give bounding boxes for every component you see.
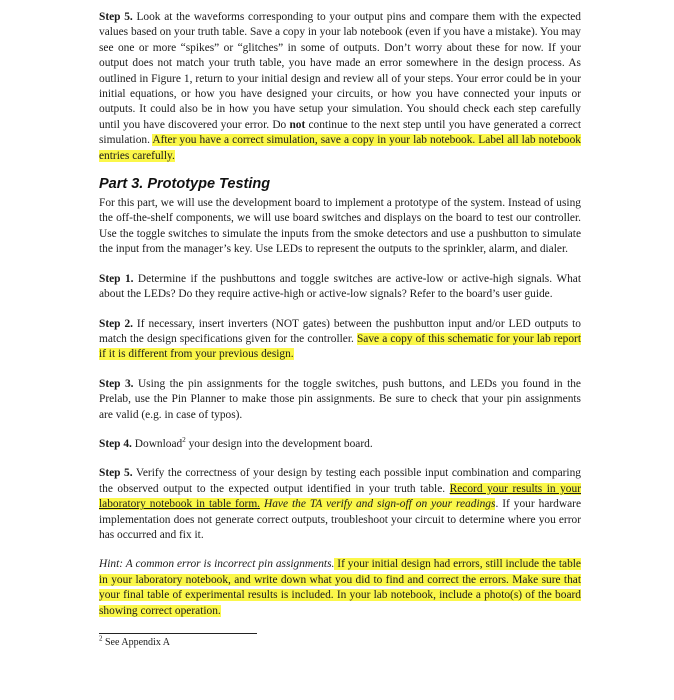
paragraph-text: . If your hardware implementation does not generate correct outputs, troubleshoot your circuit to determine where you error has occurred and fix it. (99, 498, 582, 541)
paragraph-text: Verify the correctness of your design by testing each possible input combination and comparing the observed output to the expected output identified in your truth table. (99, 467, 581, 495)
footnote (99, 634, 581, 649)
emphasis-not: not (289, 118, 306, 131)
highlighted-italic-text: Have the TA verify and sign-off on your readings (260, 498, 496, 511)
footnote-mark: 2 (99, 634, 103, 643)
step4-paragraph (99, 437, 581, 452)
part3-intro-paragraph: For this part, we will use the development board to implement a prototype of the system. Instead of using the off-the-shelf components, we will use board switches and displays on the board to test our controller. Use the toggle switches to simulate the inputs from the smoke detectors and use a pushbutton to simulate the input from the manager’s key. Use LEDs to represent the outputs to the sprinkler, alarm, and dialer. (99, 197, 581, 256)
paragraph-text: Determine if the pushbuttons and toggle switches are active-low or active-high signals. What about the LEDs? Do they require active-high or active-low signals? Refer to the board’s user guide. (99, 272, 581, 301)
step-label: Step 4. (99, 437, 132, 450)
paragraph-text: Look at the waveforms corresponding to your output pins and compare them with the expected values based on your truth table. Save a copy in your lab notebook (even if you have a mistake). You may see one or more “spikes” or “glitches” in some of outputs. Don’t worry about these for now. If your output does not match your truth table, you have made an error somewhere in the design process. As outlined in Figure 1, return to your initial design and review all of your steps. Your error could be in your initial equations, or how you have designed your circuits, or how you have connected your inputs or outputs. It could also be in how you have setup your simulation. You should check each step carefully until you have discovered your error. Do (99, 11, 581, 131)
hint-italic-text: Hint: A common error is incorrect pin assignments. (99, 558, 335, 571)
step-label: Step 5. (99, 467, 133, 480)
step2-paragraph (99, 317, 581, 363)
hint-paragraph (99, 557, 581, 619)
footnote-reference[interactable]: 2 (182, 436, 186, 445)
highlighted-text: If your initial design had errors, still include the table in your laboratory notebook, and write down what you did to find and correct the errors. Make sure that your final table of experimental results is included. In your lab notebook, include a photo(s) of the board showing correct operation. (99, 558, 581, 617)
step-label: Step 2. (99, 317, 133, 330)
paragraph-text: your design into the development board. (185, 437, 373, 450)
highlighted-text: After you have a correct simulation, save a copy in your lab notebook. Label all lab notebook entries carefully. (99, 134, 581, 162)
step-label: Step 1. (99, 272, 134, 285)
step-label: Step 3. (99, 377, 134, 390)
footnote-text: See Appendix A (102, 637, 170, 648)
highlighted-text: Save a copy of this schematic for your lab report if it is different from your previous design. (99, 332, 581, 361)
footnote-divider (99, 633, 257, 634)
paragraph-text: Using the pin assignments for the toggle switches, push buttons, and LEDs you found in the Prelab, use the Pin Planner to make those pin assignments. Be sure to check that your pin assignments are valid (e.g. in case of typos). (99, 377, 581, 421)
step-label: Step 5. (99, 11, 133, 23)
highlighted-text: Record your results in your laboratory notebook in table form. (99, 482, 581, 511)
step3-paragraph (99, 377, 581, 423)
step1-paragraph (99, 272, 581, 303)
paragraph-text: continue to the next step until you have generated a correct simulation. (99, 118, 581, 147)
document-page (99, 10, 581, 649)
paragraph-text: If necessary, insert inverters (NOT gates) between the pushbutton input and/or LED outputs to match the design specifications given for the controller. (99, 317, 581, 345)
step5-simulation-paragraph (99, 10, 581, 164)
paragraph-text: Download (131, 437, 183, 450)
step5-verify-paragraph (99, 466, 581, 543)
section-heading: Part 3. Prototype Testing (99, 176, 271, 193)
